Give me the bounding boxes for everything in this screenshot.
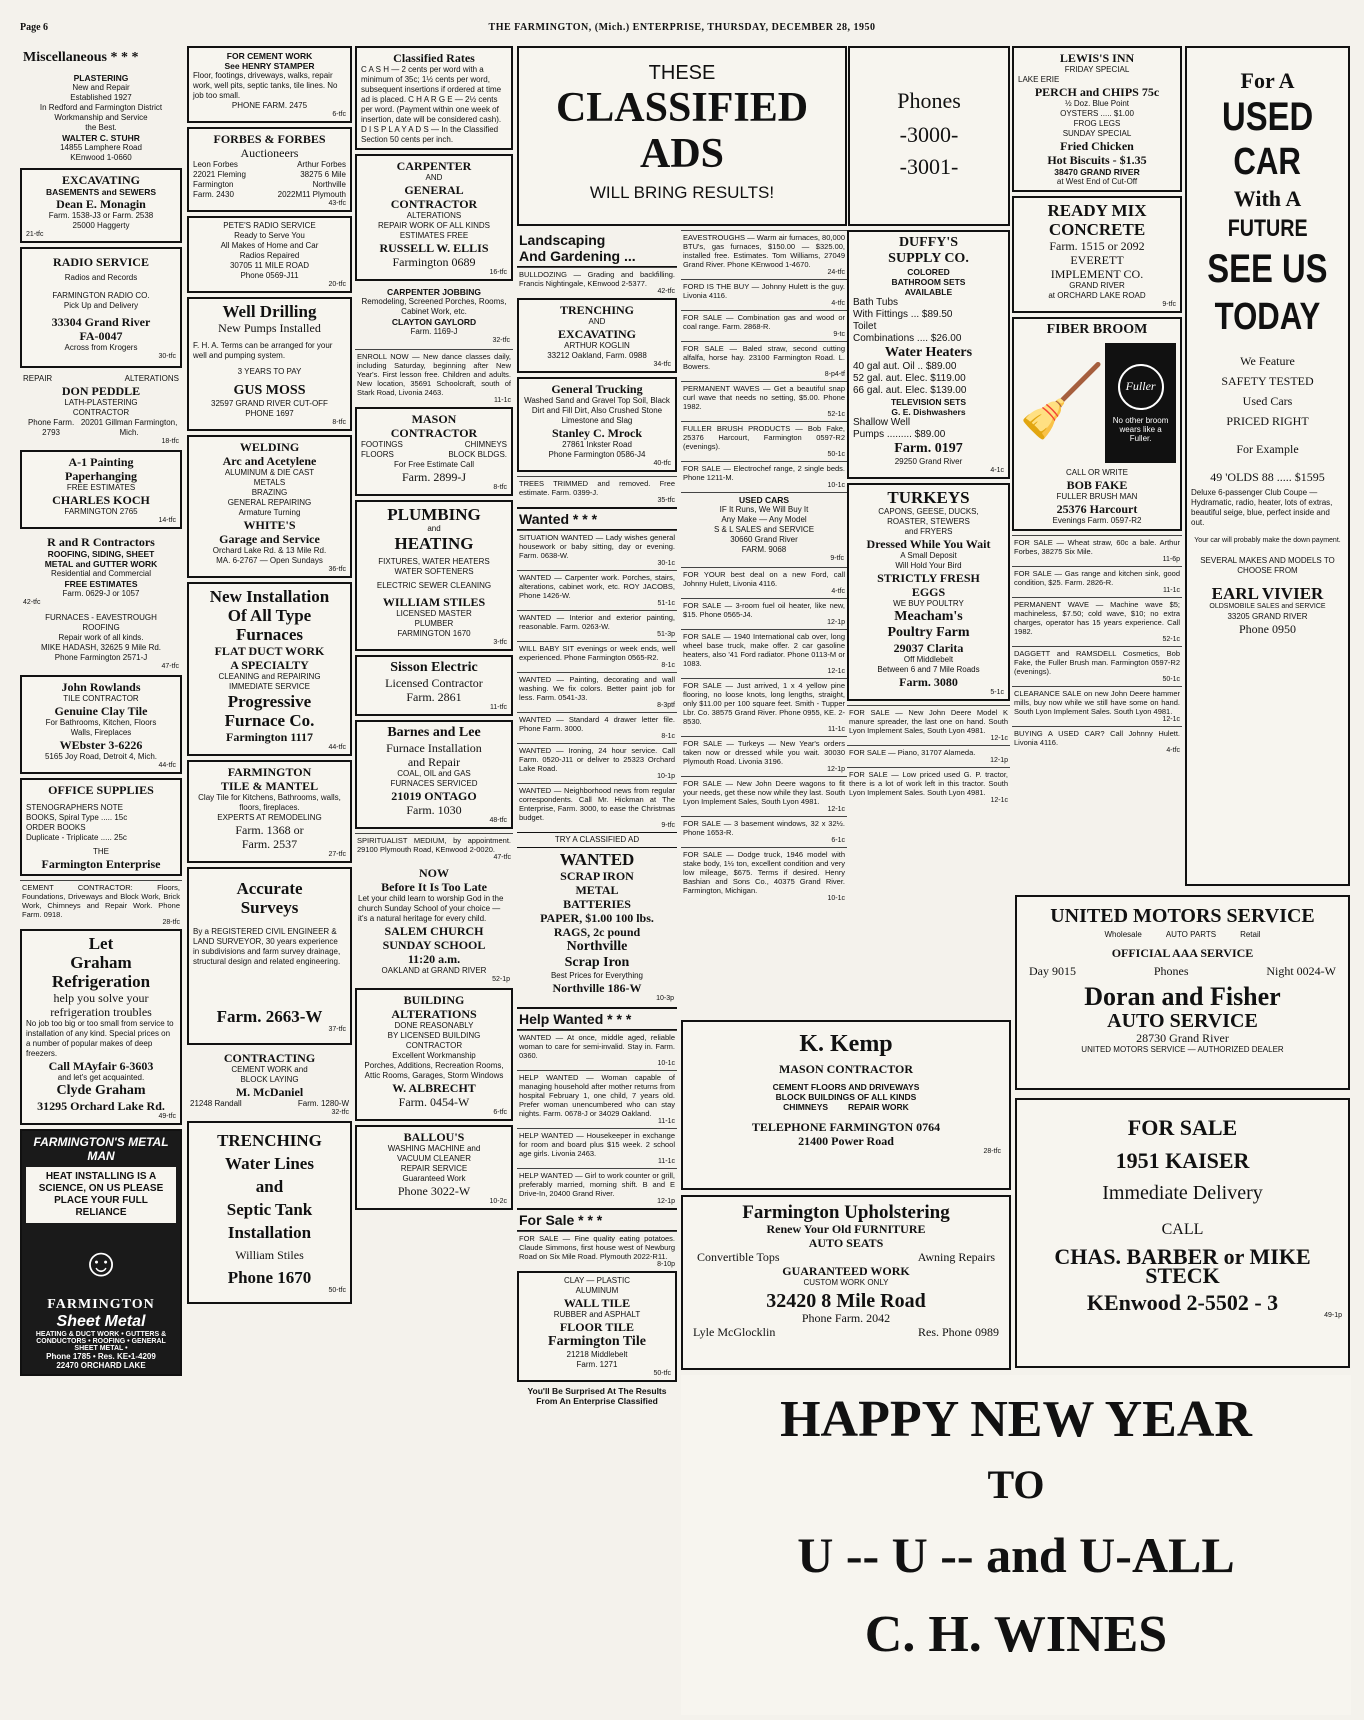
classified-item <box>681 310 847 341</box>
ad-mike-hadash: FURNACES - EAVESTROUGH ROOFING Repair work of all kinds. MIKE HADASH, 32625 9 Mile Rd. Phone Farmington 2571-J 47-tfc <box>40 613 179 670</box>
wanted-header: Wanted * * * <box>517 507 677 530</box>
classified-text: FOR SALE — New John Deere wagons to fit your needs, get these now while they last. South Lyon Implement Sales, South Lyon 4981. <box>683 779 845 806</box>
ad-earl-vivier-used-car: For A USED CAR With A FUTURE SEE US TODAY We Feature SAFETY TESTED Used Cars PRICED RIGHT For Example 49 'OLDS 88 ..... $1595 Deluxe 6-passenger Club Coupe — Hydramatic, radio, heater, lots of extras, beautiful seige, blue, perfect inside and out. Your car will probably make the down payment. SEVERAL MAKES AND MODELS TO CHOOSE FROM EARL VIVIER OLDSMOBILE SALES and SERVICE 33205 GRAND RIVER Phone 0950 <box>1185 46 1350 886</box>
classified-text: EAVESTROUGHS — Warm air furnaces, 80,000 BTU's, gas furnaces, $150.00 — $325.00, installed free. Estimates. Tom Williams, 27049 Grand River. Phone KEnwood 1-4670. <box>683 233 845 269</box>
ad-graham-refrigeration: Let Graham Refrigeration help you solve your refrigeration troubles No job too big or too small from service to installation of any kind. Special prices on a number of popular makes of deep freezers. Call MAyfair 6-3603 and let's get acquainted. Clyde Graham 31295 Orchard Lake Rd. 49-tfc <box>20 929 182 1125</box>
ad-farmington-upholstering: Farmington Upholstering Renew Your Old FURNITURE AUTO SEATS Convertible Tops Awning Repairs GUARANTEED WORK CUSTOM WORK ONLY 32420 8 Mile Road Phone Farm. 2042 Lyle McGlocklin Res. Phone 0989 <box>681 1195 1011 1370</box>
classified-text: FOR SALE — Gas range and kitchen sink, good condition, $25. Farm. 2826-R. <box>1014 569 1180 587</box>
ad-farmington-tile: CLAY — PLASTIC ALUMINUM WALL TILE RUBBER and ASPHALT FLOOR TILE Farmington Tile 21218 Middlebelt Farm. 1271 50-tfc <box>517 1271 677 1382</box>
ad-john-rowlands: John Rowlands TILE CONTRACTOR Genuine Clay Tile For Bathrooms, Kitchen, Floors Walls, Fireplaces WEbster 3-6226 5165 Joy Road, Detroit 4, Mich. 44-tfc <box>20 675 182 774</box>
classified-code: 12-1p <box>657 1198 675 1205</box>
column-2 <box>187 46 352 1308</box>
classified-text: DAGGETT and RAMSDELL Cosmetics, Bob Fake, the Fuller Brush man. Farmington 0597-R2 (evenings). <box>1014 649 1180 676</box>
ad-northville-scrap: WANTED SCRAP IRON METAL BATTERIES PAPER, $1.00 100 lbs. RAGS, 2c pound Northville Scrap Iron Best Prices for Everything Northville 186-W 10-3p <box>540 850 674 1002</box>
classified-item <box>1012 566 1182 597</box>
classified-item <box>681 279 847 310</box>
classified-item <box>681 847 847 905</box>
classified-text: WANTED — At once, middle aged, reliable woman to care for semi-invalid. Stay in. Farm. 0360. <box>519 1033 675 1060</box>
classified-text: HELP WANTED — Woman capable of managing household after mother returns from hospital February 1, one child, 7 years old. Prefer woman unencumbered who can stay nights. Farm. 0678-J or 34029 Oakland. <box>519 1073 675 1118</box>
ad-russell-ellis: CARPENTER AND GENERAL CONTRACTOR ALTERATIONS REPAIR WORK OF ALL KINDS ESTIMATES FREE RUSSELL W. ELLIS Farmington 0689 16-tfc <box>355 154 513 281</box>
classified-item <box>681 461 847 492</box>
ad-forbes-auctioneers: FORBES & FORBES Auctioneers Leon Forbes Arthur Forbes 22021 Fleming 38275 6 Mile Farmington Northville Farm. 2430 2022M11 Plymouth 43-tfc <box>187 127 352 212</box>
classified-text: FOR SALE — Piano, 31707 Alameda. <box>849 748 976 757</box>
classified-text: CLEARANCE SALE on new John Deere hammer mills, buy now while we still have some on hand. South Lyon Implement Sales. South Lyon 4981. <box>1014 689 1180 716</box>
ad-r-and-r: R and R Contractors ROOFING, SIDING, SHEET METAL and GUTTER WORK Residential and Commercial FREE ESTIMATES Farm. 0629-J or 1057 42-tfc <box>23 535 158 606</box>
classified-item <box>1012 597 1182 646</box>
classified-item <box>681 381 847 421</box>
classified-item <box>517 743 677 783</box>
classified-code: 9-tc <box>833 331 845 338</box>
classified-code: 12-1c <box>827 668 845 675</box>
column-3 <box>355 46 513 1214</box>
classified-ads-banner: THESE CLASSIFIED ADS WILL BRING RESULTS! <box>517 46 847 226</box>
classified-item <box>517 672 677 712</box>
classified-code: 11-1c <box>1163 587 1180 594</box>
ad-barnes-lee: Barnes and Lee Furnace Installation and Repair COAL, OIL and GAS FURNACES SERVICED 21019 ONTAGO Farm. 1030 48-tfc <box>355 720 513 829</box>
classified-code: 11-6p <box>1162 556 1180 563</box>
classified-text: FOR SALE — Baled straw, second cutting alfalfa, horse hay. 23100 Farmington Road. L. Bowers. <box>683 344 845 371</box>
ad-salem-church: NOW Before It Is Too Late Let your child learn to worship God in the church Sunday School of your choice — it's a natural heritage for every child. SALEM CHURCH SUNDAY SCHOOL 11:20 a.m. OAKLAND at GRAND RIVER 52-1p <box>358 866 510 983</box>
metal-man-illustration-icon: ☺ <box>80 1239 122 1285</box>
classified-item <box>681 736 847 776</box>
help-wanted-header: Help Wanted * * * <box>517 1007 677 1030</box>
classified-potatoes: FOR SALE — Fine quality eating potatoes. Claude Simmons, first house west of Newburg Road on Six Mile Road. Plymouth 2022-R11. 8-10p <box>517 1231 677 1271</box>
for-sale-header: For Sale * * * <box>517 1208 677 1231</box>
classified-text: WANTED — Ironing, 24 hour service. Call Farm. 0520-J11 or deliver to 25323 Orchard Lake Road. <box>519 746 675 773</box>
speech-bubble: HEAT INSTALLING IS A SCIENCE, ON US PLEASE PLACE YOUR FULL RELIANCE <box>26 1167 176 1223</box>
classified-text: WANTED — Painting, decorating and wall washing. We fix colors. Better paint job for less. Farm. 0541-J3. <box>519 675 675 702</box>
classified-code: 30-1c <box>657 560 675 567</box>
classified-code: 8-1c <box>661 662 675 669</box>
classified-text: FOR SALE — Electrochef range, 2 single beds. Phone 1211-M. <box>683 464 845 482</box>
classified-footer: You'll Be Surprised At The Results From An Enterprise Classified <box>527 1386 667 1406</box>
classified-code: 8-p4-tf <box>824 371 845 378</box>
classified-text: FORD IS THE BUY — Johnny Hulett is the guy. Livonia 4116. <box>683 282 845 300</box>
ad-plumbing-heating: PLUMBING and HEATING FIXTURES, WATER HEATERS WATER SOFTENERS ELECTRIC SEWER CLEANING WILLIAM STILES LICENSED MASTER PLUMBER FARMINGTON 1670 3-tfc <box>355 500 513 651</box>
ad-ballous: BALLOU'S WASHING MACHINE and VACUUM CLEANER REPAIR SERVICE Guaranteed Work Phone 3022-W 10-2c <box>355 1125 513 1210</box>
wanted-list <box>517 530 677 832</box>
classified-code: 10-1c <box>657 1060 675 1067</box>
classified-enroll: ENROLL NOW — New dance classes daily, including Saturday, beginning after New Year's. First lesson free. Children and adults. New location, 35691 Schoolcraft, south of Stark Road, Livonia 2463. 11-1c <box>355 349 513 407</box>
try-classified: TRY A CLASSIFIED AD <box>517 832 677 848</box>
classified-code: 12-1p <box>827 619 845 626</box>
classified-code: 6-1c <box>831 837 845 844</box>
classified-item <box>681 341 847 381</box>
column-1 <box>20 46 182 1380</box>
classified-code: 52-1c <box>1162 636 1180 643</box>
classified-code: 12-1c <box>1162 716 1180 723</box>
classified-text: FOR SALE — Combination gas and wood or coal range. Farm. 2868-R. <box>683 313 845 331</box>
classified-code: 51-3p <box>657 631 675 638</box>
ad-k-kemp: K. Kemp MASON CONTRACTOR CEMENT FLOORS AND DRIVEWAYS BLOCK BUILDINGS OF ALL KINDS CHIMNEYS REPAIR WORK TELEPHONE FARMINGTON 0764 21400 Power Road 28-tfc <box>681 1020 1011 1190</box>
classified-item <box>681 629 847 678</box>
classified-item <box>1012 686 1182 726</box>
ad-farmington-tile-mantel: FARMINGTON TILE & MANTEL Clay Tile for Kitchens, Bathrooms, walls, floors, fireplaces. EXPERTS AT REMODELING Farm. 1368 or Farm. 2537 27-tfc <box>187 760 352 863</box>
ad-plastering: PLASTERING New and Repair Established 1927 In Redford and Farmington District Workmanship and Service the Best. WALTER C. STUHR 14855 Lamphere Road KEnwood 1-0660 <box>39 73 163 162</box>
classified-code: 24-tfc <box>827 269 845 276</box>
misc-header: Miscellaneous * * * <box>23 50 139 65</box>
ad-kaiser-1951: FOR SALE 1951 KAISER Immediate Delivery CALL CHAS. BARBER or MIKE STECK KEnwood 2-5502 - 3 49-1p <box>1015 1098 1350 1368</box>
classified-item <box>681 816 847 847</box>
classified-item <box>681 598 847 629</box>
ad-well-drilling: Well Drilling New Pumps Installed F. H. A. Terms can be arranged for your well and pumping system. 3 YEARS TO PAY GUS MOSS 32597 GRAND RIVER CUT-OFF PHONE 1697 8-tfc <box>187 297 352 431</box>
classified-item <box>847 745 1010 767</box>
classified-item <box>517 1168 677 1208</box>
classified-text: WANTED — Interior and exterior painting, reasonable. Farm. 0263-W. <box>519 613 675 631</box>
classified-code: 10-1p <box>657 773 675 780</box>
classified-code: 12-1c <box>990 797 1008 804</box>
classified-text: WILL BABY SIT evenings or week ends, well experienced. Phone Farmington 0565-R2. <box>519 644 675 662</box>
masthead <box>10 18 1354 38</box>
for-sale-list-c <box>847 705 1010 807</box>
classified-bulldozing: BULLDOZING — Grading and backfilling. Francis Nightingale, KEnwood 2-5377. 42-tfc <box>517 267 677 298</box>
ad-clayton-gaylord: CARPENTER JOBBING Remodeling, Screened Porches, Rooms, Cabinet Work, etc. CLAYTON GAYLORD Farm. 1169-J 32-tfc <box>361 287 510 344</box>
column-5 <box>681 230 847 1015</box>
broom-icon: 🧹 <box>1018 364 1106 441</box>
page-number: Page 6 <box>20 22 49 33</box>
classified-item <box>517 641 677 672</box>
classified-code: 12-1c <box>827 806 845 813</box>
classified-code: 52-1c <box>827 411 845 418</box>
classified-text: PERMANENT WAVE — Machine wave $5; machineless, $7.50; cold wave, $10; no extra charges, operator has 15 years experience. Call 1982. <box>1014 600 1180 636</box>
ad-henry-stamper: FOR CEMENT WORK See HENRY STAMPER Floor, footings, driveways, walks, repair work, well pits, septic tanks, tile lines. No job too small. PHONE FARM. 2475 6-tfc <box>187 46 352 123</box>
classified-item <box>681 230 847 279</box>
classified-text: FOR SALE — Wheat straw, 60c a bale. Arthur Forbes, 38275 Six Mile. <box>1014 538 1180 556</box>
ad-progressive-furnace: New Installation Of All Type Furnaces FLAT DUCT WORK A SPECIALTY CLEANING and REPAIRING IMMEDIATE SERVICE Progressive Furnace Co. Farmington 1117 44-tfc <box>187 582 352 756</box>
classified-code: 12-1c <box>990 735 1008 742</box>
for-sale-list-a <box>681 230 847 492</box>
fuller-logo: Fuller <box>1118 364 1164 410</box>
classified-code: 12-1p <box>990 757 1008 764</box>
classified-code: 4-tfc <box>1166 747 1180 754</box>
classified-code: 8-3ptf <box>657 702 675 709</box>
classified-code: 11-1c <box>828 726 845 733</box>
ad-ready-mix-concrete: READY MIX CONCRETE Farm. 1515 or 2092 EVERETT IMPLEMENT CO. GRAND RIVER at ORCHARD LAKE ROAD 9-tfc <box>1012 196 1182 313</box>
classified-item <box>517 712 677 743</box>
classified-code: 10-1c <box>827 482 845 489</box>
ad-petes-radio: PETE'S RADIO SERVICE Ready to Serve You All Makes of Home and Car Radios Repaired 30705 11 MILE ROAD Phone 0569-J11 20-tfc <box>187 216 352 293</box>
classified-code: 11-1c <box>658 1158 675 1165</box>
ad-sisson-electric: Sisson Electric Licensed Contractor Farm. 2861 11-tfc <box>355 655 513 716</box>
ad-accurate-surveys: Accurate Surveys By a REGISTERED CIVIL ENGINEER & LAND SURVEYOR, 30 years experience in subdivisions and farm survey drainage, structural design and related engineering. Farm. 2663-W 37-tfc <box>187 867 352 1045</box>
classified-item <box>681 776 847 816</box>
column-4 <box>517 230 677 1406</box>
classified-item <box>517 1030 677 1070</box>
classified-text: HELP WANTED — Housekeeper in exchange for room and board plus $15 week. 2 school age girls. Livonia 2463. <box>519 1131 675 1158</box>
classified-item <box>517 610 677 641</box>
classified-item <box>847 705 1010 745</box>
classified-code: 4-tfc <box>831 588 845 595</box>
classified-item <box>517 570 677 610</box>
ad-general-trucking: General Trucking Washed Sand and Gravel Top Soil, Black Dirt and Fill Dirt, Also Crushed Stone Limestone and Slag Stanley C. Mrock 27861 Inkster Road Phone Farmington 0586-J4 40-tfc <box>517 377 677 472</box>
ad-radio-service: RADIO SERVICE Radios and Records FARMINGTON RADIO CO. Pick Up and Delivery 33304 Grand River FA-0047 Across from Krogers 30-tfc <box>20 247 182 368</box>
ad-don-peddle: REPAIR ALTERATIONS DON PEDDLE LATH-PLASTERING CONTRACTOR Phone Farm. 2793 20201 Gillman Farmington, Mich. 18-tfc <box>23 374 179 445</box>
classified-code: 12-1p <box>827 766 845 773</box>
ad-arthur-koglin: TRENCHING AND EXCAVATING ARTHUR KOGLIN 33212 Oakland, Farm. 0988 34-tfc <box>517 298 677 373</box>
classified-cement: CEMENT CONTRACTOR: Floors, Foundations, Driveways and Block Work, Brick Work, Chimneys and Repair Work. Phone Farm. 0918. 28-tfc <box>20 880 182 929</box>
classified-code: 4-tfc <box>831 300 845 307</box>
ad-mason-contractor: MASON CONTRACTOR FOOTINGS CHIMNEYS FLOORS BLOCK BLDGS. For Free Estimate Call Farm. 2899-J 8-tfc <box>355 407 513 496</box>
classified-code: 9-tfc <box>661 822 675 829</box>
classified-item <box>1012 535 1182 566</box>
classified-spiritualist: SPIRITUALIST MEDIUM, by appointment. 29100 Plymouth Road, KEnwood 2-0020. 47-tfc <box>355 833 513 864</box>
classified-code: 51-1c <box>657 600 675 607</box>
ad-farmington-sheet-metal: FARMINGTON'S METAL MAN HEAT INSTALLING IS A SCIENCE, ON US PLEASE PLACE YOUR FULL RELIANCE ☺ FARMINGTON Sheet Metal HEATING & DUCT WORK • GUTTERS & CONDUCTORS • ROOFING • GENERAL SHEET METAL • Phone 1785 • Res. KE•1-4209 22470 ORCHARD LAKE <box>20 1129 182 1376</box>
classified-text: PERMANENT WAVES — Get a beautiful snap curl wave that needs no setting, $5.00. Phone 1982. <box>683 384 845 411</box>
classified-item <box>681 421 847 461</box>
phones-box: Phones -3000- -3001- <box>848 46 1010 226</box>
for-sale-list-b <box>681 567 847 905</box>
classified-text: WANTED — Neighborhood news from regular correspondents. Call Mr. Hickman at The Enterprise, Farm. 3000, to ease the Christmas budget. <box>519 786 675 822</box>
classified-item <box>1012 646 1182 686</box>
classified-item <box>517 530 677 570</box>
classified-text: FOR SALE — Low priced used G. P. tractor, there is a lot of work left in this tractor. South Lyon Implement Sales. South Lyon 4981. <box>849 770 1008 797</box>
help-wanted-list <box>517 1030 677 1208</box>
classified-trees: TREES TRIMMED and removed. Free estimate. Farm. 0399-J. 35-tfc <box>517 476 677 507</box>
ad-fuller-fiber-broom: FIBER BROOM 🧹 Fuller No other broom wears like a Fuller. CALL OR WRITE BOB FAKE FULLER BRUSH MAN 25376 Harcourt Evenings Farm. 0597-R2 <box>1012 317 1182 531</box>
classified-text: FOR YOUR best deal on a new Ford, call Johnny Hulett, Livonia 4116. <box>683 570 845 588</box>
classified-code: 10-1c <box>827 895 845 902</box>
ad-used-cars-sl: USED CARS IF It Runs, We Will Buy It Any Make — Any Model S & L SALES and SERVICE 30660 Grand River FARM. 9068 9-tfc <box>681 492 847 564</box>
classified-text: WANTED — Standard 4 drawer letter file. Phone Farm. 3000. <box>519 715 675 733</box>
classified-item <box>517 1128 677 1168</box>
ad-trenching-stiles: TRENCHING Water Lines and Septic Tank Installation William Stiles Phone 1670 50-tfc <box>187 1121 352 1304</box>
happy-new-year-greeting: HAPPY NEW YEAR TO U -- U -- and U-ALL C. H. WINES <box>681 1375 1351 1715</box>
ad-meachams-turkeys: TURKEYS CAPONS, GEESE, DUCKS, ROASTER, STEWERS and FRYERS Dressed While You Wait A Small Deposit Will Hold Your Bird STRICTLY FRESH EGGS WE BUY POULTRY Meacham's Poultry Farm 29037 Clarita Off Middlebelt Between 6 and 7 Mile Roads Farm. 3080 5-1c <box>847 483 1010 701</box>
classified-text: SITUATION WANTED — Lady wishes general housework or baby sitting, day or evening. Farm. 0638-W. <box>519 533 675 560</box>
newspaper-title: THE FARMINGTON, (Mich.) ENTERPRISE, THURSDAY, DECEMBER 28, 1950 <box>488 22 876 33</box>
classified-item <box>517 783 677 832</box>
column-6 <box>847 230 1010 890</box>
classified-item <box>681 567 847 598</box>
classified-text: FOR SALE — Just arrived, 1 x 4 yellow pine flooring, no loose knots, long lengths, straight, only $11.00 per 100 square feet. Smith - Tupper Lbr. Co. 38575 Grand River. Phone 0955, KE. 2-8530. <box>683 681 845 726</box>
classified-text: FOR SALE — Dodge truck, 1946 model with stake body, 1½ ton, excellent condition and very low mileage, $675. Terms if desired. Henry Bashian and Sons Co., 40375 Grand River. Farmington, Michigan. <box>683 850 845 895</box>
classified-text: HELP WANTED — Girl to work counter or grill, preferably married, morning shift. B and E Drive-In, 20400 Grand River. <box>519 1171 675 1198</box>
classified-code: 11-1c <box>658 1118 675 1125</box>
ad-mcdaniel: CONTRACTING CEMENT WORK and BLOCK LAYING M. McDaniel 21248 Randall Farm. 1280-W 32-tfc <box>190 1051 349 1116</box>
classified-item <box>847 767 1010 807</box>
ad-excavating: EXCAVATING BASEMENTS and SEWERS Dean E. Monagin Farm. 1538-J3 or Farm. 2538 25000 Haggerty 21-tfc <box>20 168 182 243</box>
ad-w-albrecht: BUILDING ALTERATIONS DONE REASONABLY BY LICENSED BUILDING CONTRACTOR Excellent Workmanship Porches, Additions, Recreation Rooms, Attic Rooms, Garages, Storm Windows W. ALBRECHT Farm. 0454-W 6-tfc <box>355 988 513 1121</box>
classified-item <box>681 678 847 736</box>
ad-duffys-supply: DUFFY'S SUPPLY CO. COLORED BATHROOM SETS AVAILABLE Bath Tubs With Fittings ... $89.50 Toilet Combinations .... $26.00 Water Heaters 40 gal aut. Oil .. $89.00 52 gal. aut. Elec. $119.00 66 gal. aut. Elec. $139.00 TELEVISION SETS G. E. Dishwashers Shallow Well Pumps ......... $89.00 Farm. 0197 29250 Grand River 4-1c <box>847 230 1010 479</box>
classified-item <box>517 1070 677 1128</box>
classified-text: FOR SALE — New John Deere Model K manure spreader, the last one on hand. South Lyon Implement Sales, South Lyon 4981. <box>849 708 1008 735</box>
ad-charles-koch: A-1 Painting Paperhanging FREE ESTIMATES CHARLES KOCH FARMINGTON 2765 14-tfc <box>20 450 182 529</box>
ad-lewis-inn: LEWIS'S INN FRIDAY SPECIAL LAKE ERIE PERCH and CHIPS 75c ½ Doz. Blue Point OYSTERS ..... $1.00 FROG LEGS SUNDAY SPECIAL Fried Chicken Hot Biscuits - $1.35 38470 GRAND RIVER at West End of Cut-Off <box>1012 46 1182 192</box>
classified-text: FOR SALE — 1940 International cab over, long wheel base truck, make offer. 2 car gasoline heaters, also '41 Ford radiator. Phone 0113-M or 1083. <box>683 632 845 668</box>
column-7 <box>1012 46 1182 891</box>
classified-code: 8-1c <box>661 733 675 740</box>
landscaping-header: Landscaping And Gardening ... <box>517 230 677 267</box>
classified-text: FOR SALE — Turkeys — New Year's orders taken now or dressed while you wait. 30030 Plymouth Road. Livonia 3196. <box>683 739 845 766</box>
classified-text: FOR SALE — 3 basement windows, 32 x 32½. Phone 1653-R. <box>683 819 845 837</box>
classified-item <box>1012 726 1182 757</box>
classified-text: BUYING A USED CAR? Call Johnny Hulett. Livonia 4116. <box>1014 729 1180 747</box>
ad-office-supplies: OFFICE SUPPLIES STENOGRAPHERS NOTE BOOKS, Spiral Type ..... 15c ORDER BOOKS Duplicate - Triplicate ..... 25c THE Farmington Enterprise <box>20 778 182 876</box>
classified-text: FULLER BRUSH PRODUCTS — Bob Fake, 25376 Harcourt, Farmington 0597-R2 (evenings). <box>683 424 845 451</box>
ad-welding: WELDING Arc and Acetylene ALUMINUM & DIE CAST METALS BRAZING GENERAL REPAIRING Armature Turning WHITE'S Garage and Service Orchard Lake Rd. & 13 Mile Rd. MA. 6-2767 — Open Sundays 36-tfc <box>187 435 352 578</box>
ad-doran-fisher: UNITED MOTORS SERVICE Wholesale AUTO PARTS Retail OFFICIAL AAA SERVICE Day 9015 Phones Night 0024-W Doran and Fisher AUTO SERVICE 28730 Grand River UNITED MOTORS SERVICE — AUTHORIZED DEALER <box>1015 895 1350 1090</box>
classified-code: 50-1c <box>827 451 845 458</box>
classified-code: 50-1c <box>1162 676 1180 683</box>
for-sale-list-d <box>1012 535 1182 757</box>
classified-text: FOR SALE — 3-room fuel oil heater, like new, $15. Phone 0565-J4. <box>683 601 845 619</box>
classified-rates-box: Classified Rates C A S H — 2 cents per word with a minimum of 35c; 1½ cents per word, subsequent insertions if ordered at time ad is placed. C H A R G E — 2½ cents per word. (Payment within one week of insertion, date will be considered cash). D I S P L A Y A D S — In the Classified Section 50 cents per inch. <box>355 46 513 150</box>
classified-text: WANTED — Carpenter work. Porches, stairs, alterations, cabinet work, etc. ROY JACOBS, Phone 1426-W. <box>519 573 675 600</box>
